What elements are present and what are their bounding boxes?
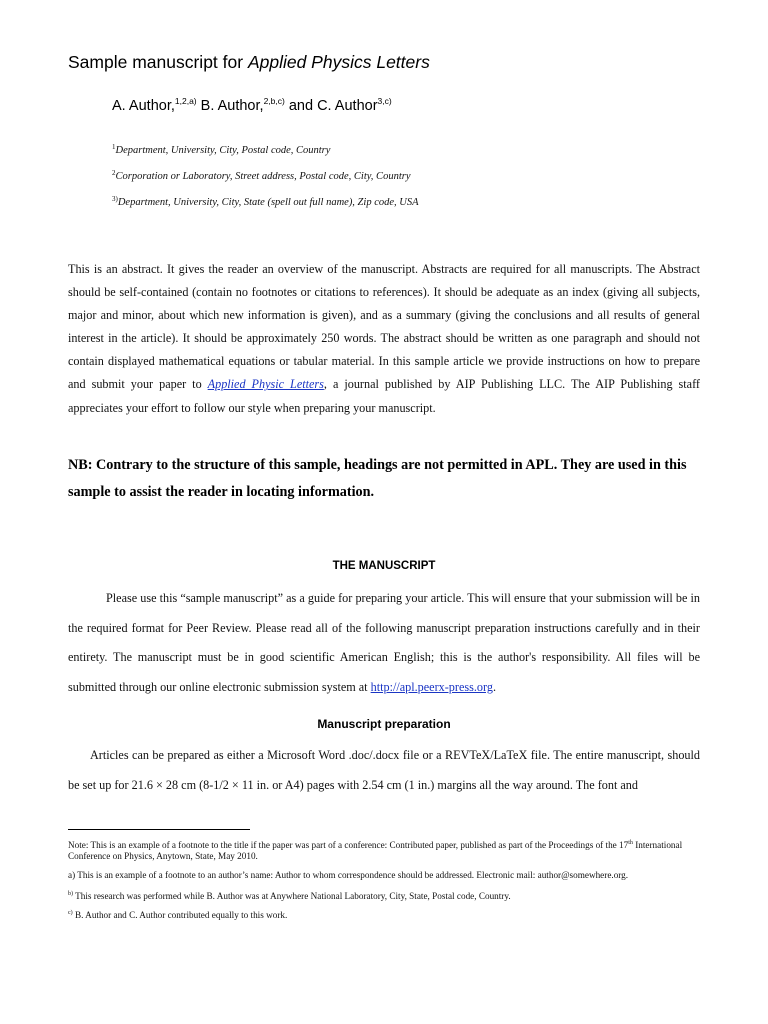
author-2-sup: 2,b,c) bbox=[263, 96, 285, 106]
affiliation-2-text: Corporation or Laboratory, Street address, Postal code, City, Country bbox=[115, 171, 411, 182]
footnote-divider bbox=[68, 829, 250, 830]
section-1-end: . bbox=[492, 679, 496, 694]
footnote-b bbox=[68, 889, 708, 902]
title-prefix: Sample manuscript for bbox=[68, 52, 248, 72]
footnote-b-sup: b) bbox=[68, 891, 73, 897]
abstract bbox=[68, 258, 700, 420]
author-3-sup: 3,c) bbox=[377, 96, 392, 106]
footnote-conference-text: Note: This is an example of a footnote to the title if the paper was part of a conference: Contributed paper, published as part of the Proceedings of the 17 bbox=[68, 840, 629, 850]
journal-link[interactable]: Applied Physic Letters bbox=[207, 377, 324, 392]
author-2: B. Author, bbox=[196, 98, 264, 114]
affiliation-2 bbox=[112, 169, 410, 182]
footnote-c-text: B. Author and C. Author contributed equally to this work. bbox=[72, 910, 288, 920]
section-1-body bbox=[68, 584, 700, 702]
section-2-paragraph: Articles can be prepared as either a Microsoft Word .doc/.docx file or a REVTeX/LaTeX file. The entire manuscript, should be set up for 21.6 × 28 cm (8-1/2 × 11 in. or A4) pages with 2.54 cm (1 in.) margins all the way around. The font and bbox=[68, 748, 700, 792]
nb-notice: NB: Contrary to the structure of this sample, headings are not permitted in APL. They are used in this sample to assist the reader in locating information. bbox=[68, 457, 687, 500]
author-list bbox=[112, 96, 392, 114]
footnote-c-sup: c) bbox=[68, 910, 73, 916]
section-heading-manuscript: THE MANUSCRIPT bbox=[332, 560, 436, 572]
affiliation-3-sup: 3) bbox=[112, 195, 118, 203]
section-1-paragraph bbox=[68, 584, 700, 702]
section-2-body bbox=[68, 741, 700, 800]
affiliation-1 bbox=[112, 143, 330, 156]
affiliation-1-sup: 1 bbox=[112, 143, 116, 151]
title-journal: Applied Physics Letters bbox=[247, 52, 430, 72]
footnote-conference-text-2: International Conference on Physics, Anytown, State, May 2010. bbox=[68, 840, 683, 861]
author-1: A. Author, bbox=[112, 98, 175, 114]
page-title bbox=[68, 52, 430, 73]
footnote-conference bbox=[68, 838, 708, 862]
author-3: and C. Author bbox=[284, 98, 378, 114]
affiliation-1-text: Department, University, City, Postal code, Country bbox=[115, 145, 331, 156]
footnote-b-text: This research was performed while B. Author was at Anywhere National Laboratory, City, State, Postal code, Country. bbox=[73, 891, 511, 901]
footnote-conference-sup: th bbox=[628, 840, 633, 846]
affiliation-3-text: Department, University, City, State (spell out full name), Zip code, USA bbox=[117, 197, 419, 208]
footnote-c bbox=[68, 908, 708, 921]
abstract-text-1: This is an abstract. It gives the reader an overview of the manuscript. Abstracts are required for all manuscripts. The Abstract should be self-contained (contain no footnotes or citations to references). It should be adequate as an index (giving all subjects, major and minor, about which new information is given), and as a summary (giving the conclusions and all results of general interest in the article). It should be approximately 250 words. The abstract should be written as one paragraph and should not contain displayed mathematical equations or tabular material. In this sample article we provide instructions on how to prepare and submit your paper to bbox=[68, 262, 700, 392]
section-1-text: Please use this “sample manuscript” as a guide for preparing your article. This will ensure that your submission will be in the required format for Peer Review. Please read all of the following manuscript preparation instructions carefully and in their entirety. The manuscript must be in good scientific American English; this is the author's responsibility. All files will be submitted through our online electronic submission system at bbox=[68, 591, 700, 694]
submission-link[interactable]: http://apl.peerx-press.org bbox=[370, 679, 493, 694]
footnote-a: a) This is an example of a footnote to an author’s name: Author to whom correspondence should be addressed. Electronic mail: author@somewhere.org. bbox=[68, 870, 629, 880]
abstract-text-2: , a journal published by AIP Publishing LLC. The AIP Publishing staff appreciates your effort to follow our style when preparing your manuscript. bbox=[68, 377, 700, 415]
affiliation-3 bbox=[112, 195, 419, 208]
author-1-sup: 1,2,a) bbox=[174, 96, 197, 106]
affiliation-2-sup: 2 bbox=[112, 169, 116, 177]
section-heading-preparation: Manuscript preparation bbox=[317, 717, 451, 731]
